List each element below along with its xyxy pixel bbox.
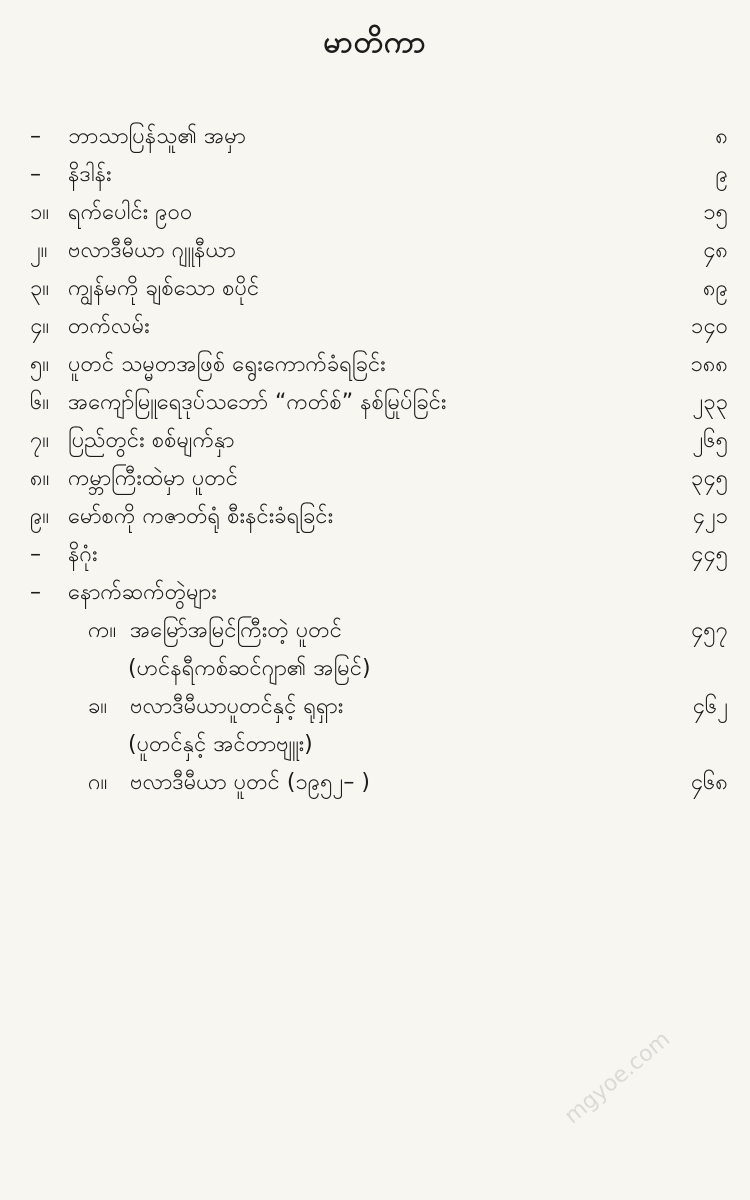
toc-label: နောက်ဆက်တွဲများ [68, 580, 217, 605]
toc-label: ဗလာဒီမီယာ ဂျူနီယာ [68, 238, 236, 263]
toc-page-number: ၁၄၀ [690, 314, 728, 339]
table-of-contents [0, 118, 750, 802]
toc-marker: – [30, 542, 41, 567]
toc-marker: ၉။ [30, 504, 50, 529]
toc-page-number: ၄၆၂ [692, 694, 728, 719]
toc-marker: ၇။ [30, 428, 50, 453]
toc-marker: ၂။ [30, 238, 48, 263]
toc-page-number: ၁၅ [703, 200, 728, 225]
toc-marker: – [30, 580, 41, 605]
toc-page-number: ၃၄၅ [690, 466, 728, 491]
toc-row [0, 764, 750, 802]
toc-label: ပြည်တွင်း စစ်မျက်နှာ [68, 428, 235, 453]
toc-page-number: ၈၉ [703, 276, 728, 301]
toc-marker: – [30, 124, 41, 149]
toc-row [0, 194, 750, 232]
toc-label: ဘာသာပြန်သူ၏ အမှာ [68, 124, 246, 149]
toc-marker: ၅။ [30, 352, 50, 377]
toc-marker: – [30, 162, 41, 187]
toc-marker: ဂ။ [88, 770, 108, 795]
toc-page-number: ၈ [715, 124, 728, 149]
toc-label: (ပူတင်နှင့် အင်တာဗျူး) [128, 732, 313, 757]
toc-row [0, 650, 750, 688]
toc-label: တက်လမ်း [68, 314, 150, 339]
toc-row [0, 612, 750, 650]
toc-marker: ၁။ [30, 200, 50, 225]
toc-row [0, 498, 750, 536]
toc-label: ကမ္ဘာကြီးထဲမှာ ပူတင် [68, 466, 238, 491]
toc-label: အမြော်အမြင်ကြီးတဲ့ ပူတင် [130, 618, 342, 643]
toc-marker: ခ။ [88, 694, 108, 719]
toc-label: ဗလာဒီမီယာပူတင်နှင့် ရုရှား [130, 694, 344, 719]
toc-page-number: ၄၅၇ [690, 618, 728, 643]
toc-marker: ၈။ [30, 466, 50, 491]
toc-marker: ၆။ [30, 390, 50, 415]
page-title: မာတိကာ [323, 25, 427, 60]
toc-page-number: ၉ [715, 162, 728, 187]
toc-label: နိဂုံး [68, 542, 98, 567]
toc-label: အကျော်မြူရေဒုပ်သဘော် “ကတ်စ်” နစ်မြုပ်ခြင်း [68, 390, 447, 415]
toc-marker: ၄။ [30, 314, 50, 339]
toc-page-number: ၄၆၈ [690, 770, 728, 795]
toc-label: ရက်ပေါင်း ၉၀၀ [68, 200, 193, 225]
toc-label: ဗလာဒီမီယာ ပူတင် (၁၉၅၂– ) [130, 770, 370, 795]
toc-page-number: ၄၈ [703, 238, 728, 263]
watermark: mgyoe.com [560, 1026, 676, 1130]
toc-label: ကျွန်မကို ချစ်သော စပိုင် [68, 276, 260, 301]
toc-label: ပူတင် သမ္မတအဖြစ် ရွေးကောက်ခံရခြင်း [68, 352, 386, 377]
toc-row [0, 232, 750, 270]
toc-page-number: ၄၄၅ [690, 542, 728, 567]
toc-row [0, 118, 750, 156]
toc-row [0, 270, 750, 308]
toc-row [0, 422, 750, 460]
toc-marker: ၃။ [30, 276, 50, 301]
toc-row [0, 726, 750, 764]
toc-page-number: ၄၂၁ [692, 504, 728, 529]
toc-page-number: ၁၈၈ [690, 352, 728, 377]
toc-label: မော်စကို ကဇာတ်ရုံ စီးနင်းခံရခြင်း [68, 504, 334, 529]
toc-row [0, 688, 750, 726]
toc-row [0, 574, 750, 612]
toc-page-number: ၂၆၅ [692, 428, 728, 453]
toc-label: နိဒါန်း [68, 162, 112, 187]
toc-label: (ဟင်နရီကစ်ဆင်ဂျာ၏ အမြင်) [128, 656, 371, 681]
toc-row [0, 460, 750, 498]
toc-row [0, 536, 750, 574]
toc-page-number: ၂၃၃ [692, 390, 728, 415]
toc-row [0, 346, 750, 384]
toc-marker: က။ [88, 618, 117, 643]
toc-row [0, 156, 750, 194]
toc-row [0, 384, 750, 422]
toc-row [0, 308, 750, 346]
